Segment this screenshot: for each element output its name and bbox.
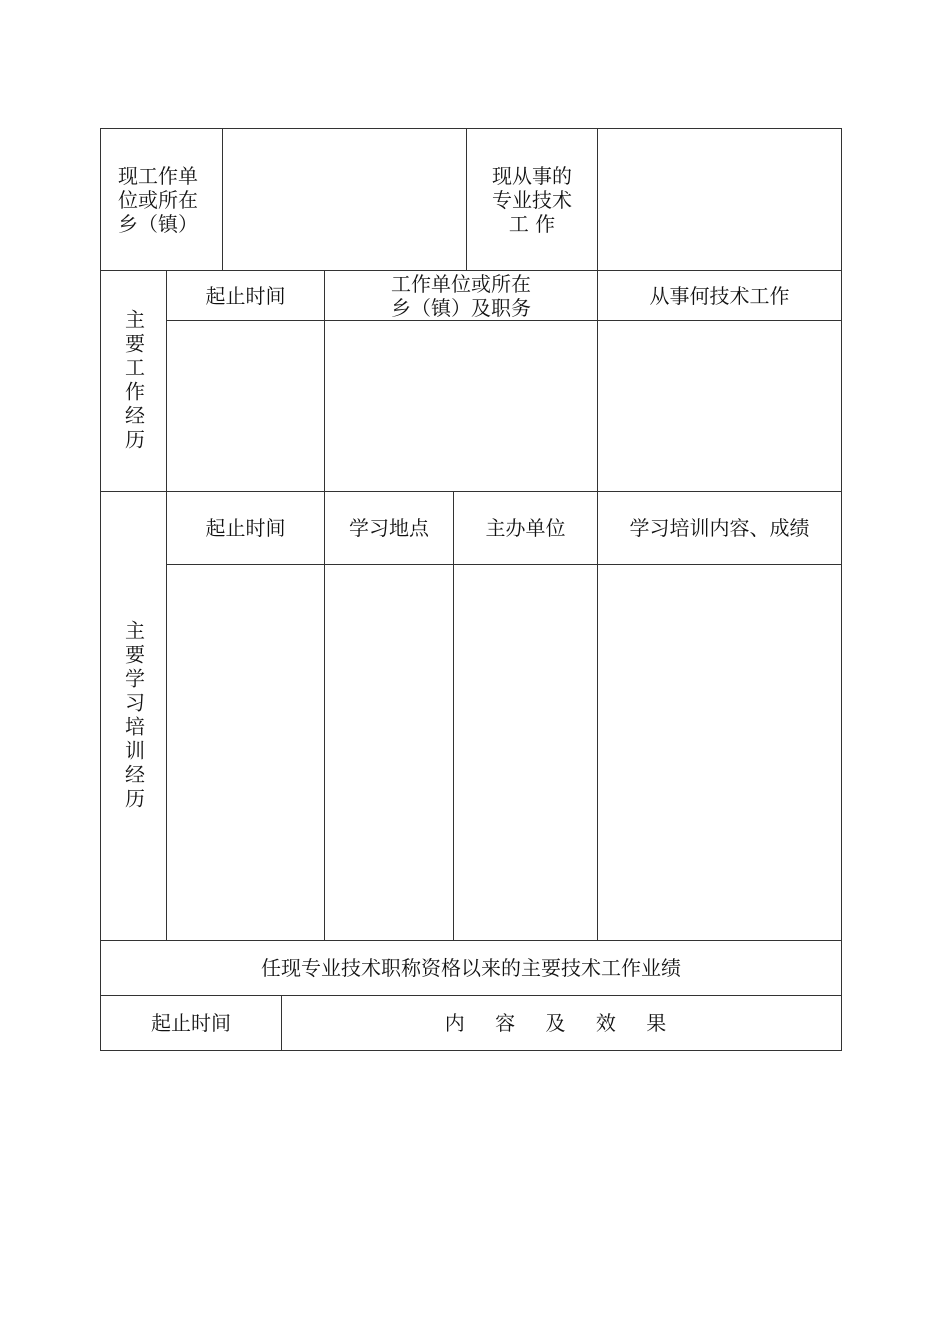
- work-col-period: 起止时间: [205, 283, 286, 308]
- training-col-period: 起止时间: [205, 516, 286, 540]
- training-history-side-label: [101, 492, 166, 940]
- training-col-place: 学习地点: [349, 516, 429, 540]
- current-profession-field[interactable]: [598, 129, 841, 270]
- training-history-side-text: 主要学习培训经历: [121, 620, 146, 812]
- work-col-work: 从事何技术工作: [649, 283, 790, 308]
- training-col-content: 学习培训内容、成绩: [629, 516, 810, 540]
- current-unit-label: 现工作单 位或所在 乡（镇）: [118, 163, 198, 236]
- work-work-field[interactable]: [598, 321, 841, 491]
- work-period-field[interactable]: [167, 321, 324, 491]
- achievements-col-period: 起止时间: [151, 1011, 231, 1035]
- work-history-side-label: [101, 271, 166, 491]
- table-border-bottom: [100, 1050, 842, 1051]
- work-history-side-text: 主要工作经历: [121, 309, 146, 453]
- training-host-field[interactable]: [454, 565, 597, 940]
- table-border-right: [841, 128, 842, 1051]
- work-unit-field[interactable]: [325, 321, 597, 491]
- training-period-field[interactable]: [167, 565, 324, 940]
- training-place-field[interactable]: [325, 565, 453, 940]
- training-content-field[interactable]: [598, 565, 841, 940]
- training-col-host: 主办单位: [485, 516, 566, 540]
- achievements-title: 任现专业技术职称资格以来的主要技术工作业绩: [261, 956, 681, 980]
- current-profession-label: 现从事的 专业技术 工 作: [492, 163, 572, 236]
- current-unit-field[interactable]: [223, 129, 466, 270]
- achievements-col-content: 内 容 及 效 果: [444, 1011, 679, 1035]
- work-col-unit: 工作单位或所在 乡（镇）及职务: [391, 271, 531, 320]
